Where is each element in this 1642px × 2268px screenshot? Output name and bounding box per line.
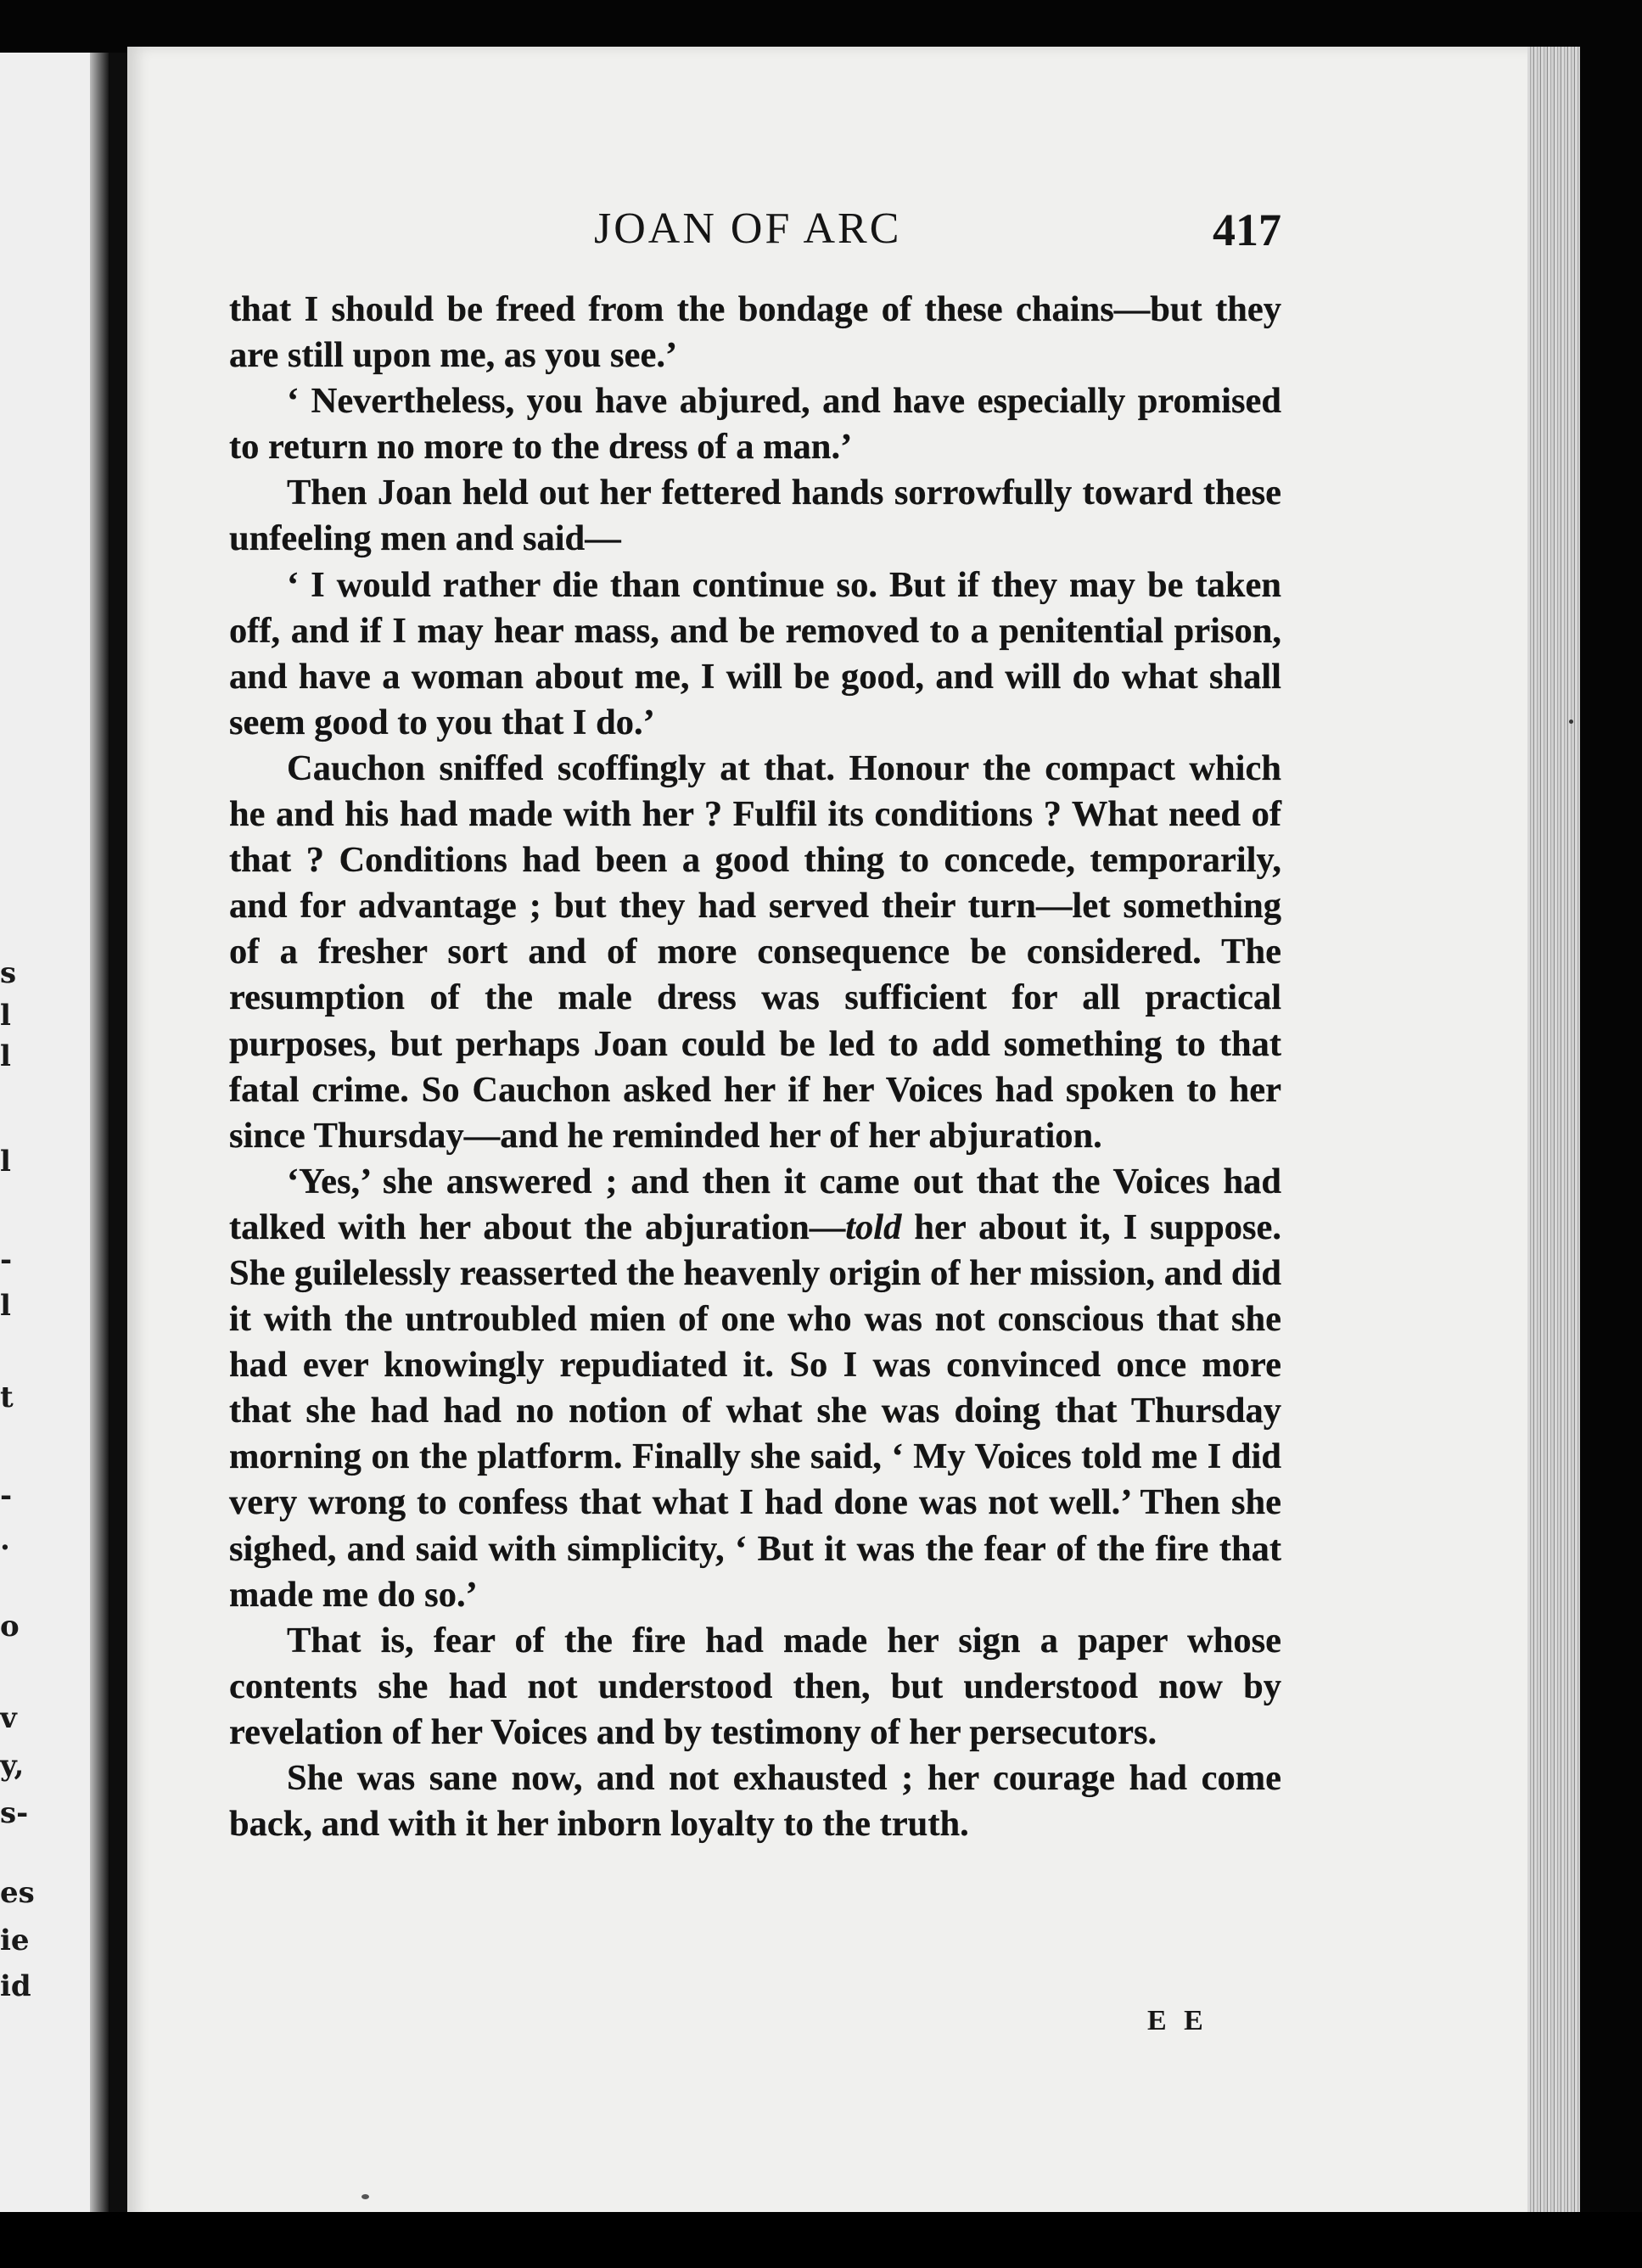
paragraph: that I should be freed from the bondage of these chains—but they are still upon me, as you see.’ [229,289,1281,376]
facing-page-fragment: - [0,1479,13,1513]
facing-page-fragment: l [0,1145,11,1179]
body-text [229,287,1281,1847]
page-number: 417 [1213,204,1281,255]
facing-page-fragment: ie [0,1924,30,1957]
facing-page-fragment: - [0,1243,13,1277]
paragraph: ‘ Nevertheless, you have abjured, and have especially promised to return no more to the dress of a man.’ [229,381,1281,468]
running-head-title: JOAN OF ARC [594,204,902,253]
paragraph-text: her about it, I suppose. She guilelessly reasserted the heavenly origin of her mission, and did it with the untroubled mien of one who was not conscious that she had ever knowingly repudiated it. So I was convinced once more that she had had no notion of what she was doing that Thursday morning on the platform. Finally she said, ‘ My Voices told me I did very wrong to confess that what I had done was not well.’ Then she sighed, and said with simplicity, ‘ But it was the fear of the fire that made me do so.’ [229,1207,1282,1615]
facing-page-fragment: y, [0,1749,25,1783]
facing-page-fragment: . [0,1523,10,1557]
facing-page-fragment: v [0,1701,17,1735]
facing-page-gutter-shadow [90,53,109,2212]
facing-page-fragment: s [0,956,17,990]
facing-page-fragment: l [0,999,11,1033]
page-edges [1527,47,1580,2223]
facing-page-edge [0,53,109,2212]
facing-page-fragment: es [0,1876,35,1910]
paragraph: Then Joan held out her fettered hands sorrowfully toward these unfeeling men and said— [229,473,1281,559]
italic-emphasis: told [845,1207,902,1247]
facing-page-fragment: l [0,1039,11,1073]
paragraph: She was sane now, and not exhausted ; her courage had come back, and with it her inborn loyalty to the truth. [229,1758,1281,1845]
facing-page-fragment: s- [0,1796,29,1830]
paragraph: ‘ I would rather die than continue so. But if they may be taken off, and if I may hear mass, and be removed to a penitential prison, and have a woman about me, I will be good, and will do what shall seem good to you that I do.’ [229,564,1281,742]
signature-mark: E E [1147,2005,1208,2036]
facing-page-fragment: t [0,1380,14,1414]
paragraph [229,1159,1281,1618]
scan-bottom-border [0,2212,1642,2268]
paragraph-text: ‘Yes,’ she answered ; and then it came out that the Voices had talked with her about the abjuration— [229,1161,1281,1247]
paragraph: Cauchon sniffed scoffingly at that. Honour the compact which he and his had made with her ? Fulfil its conditions ? What need of that ? Conditions had been a good thing to concede, temporarily, and for advantage ; but they had served their turn—let something of a fresher sort and of more consequence be considered. The resumption of the male dress was sufficient for all practical purposes, but perhaps Joan could be led to add something to that fatal crime. So Cauchon asked her if her Voices had spoken to her since Thursday—and he reminded her of her abjuration. [229,748,1281,1156]
facing-page-fragment: o [0,1610,20,1644]
edge-speck [1569,720,1573,724]
paragraph: That is, fear of the fire had made her sign a paper whose contents she had not understood then, but understood now by revelation of her Voices and by testimony of her persecutors. [229,1620,1281,1752]
book-spine [109,53,127,2212]
running-head [229,204,1281,255]
facing-page-fragment: l [0,1289,11,1323]
facing-page-fragment: id [0,1969,31,2003]
paper-speck [361,2194,369,2199]
